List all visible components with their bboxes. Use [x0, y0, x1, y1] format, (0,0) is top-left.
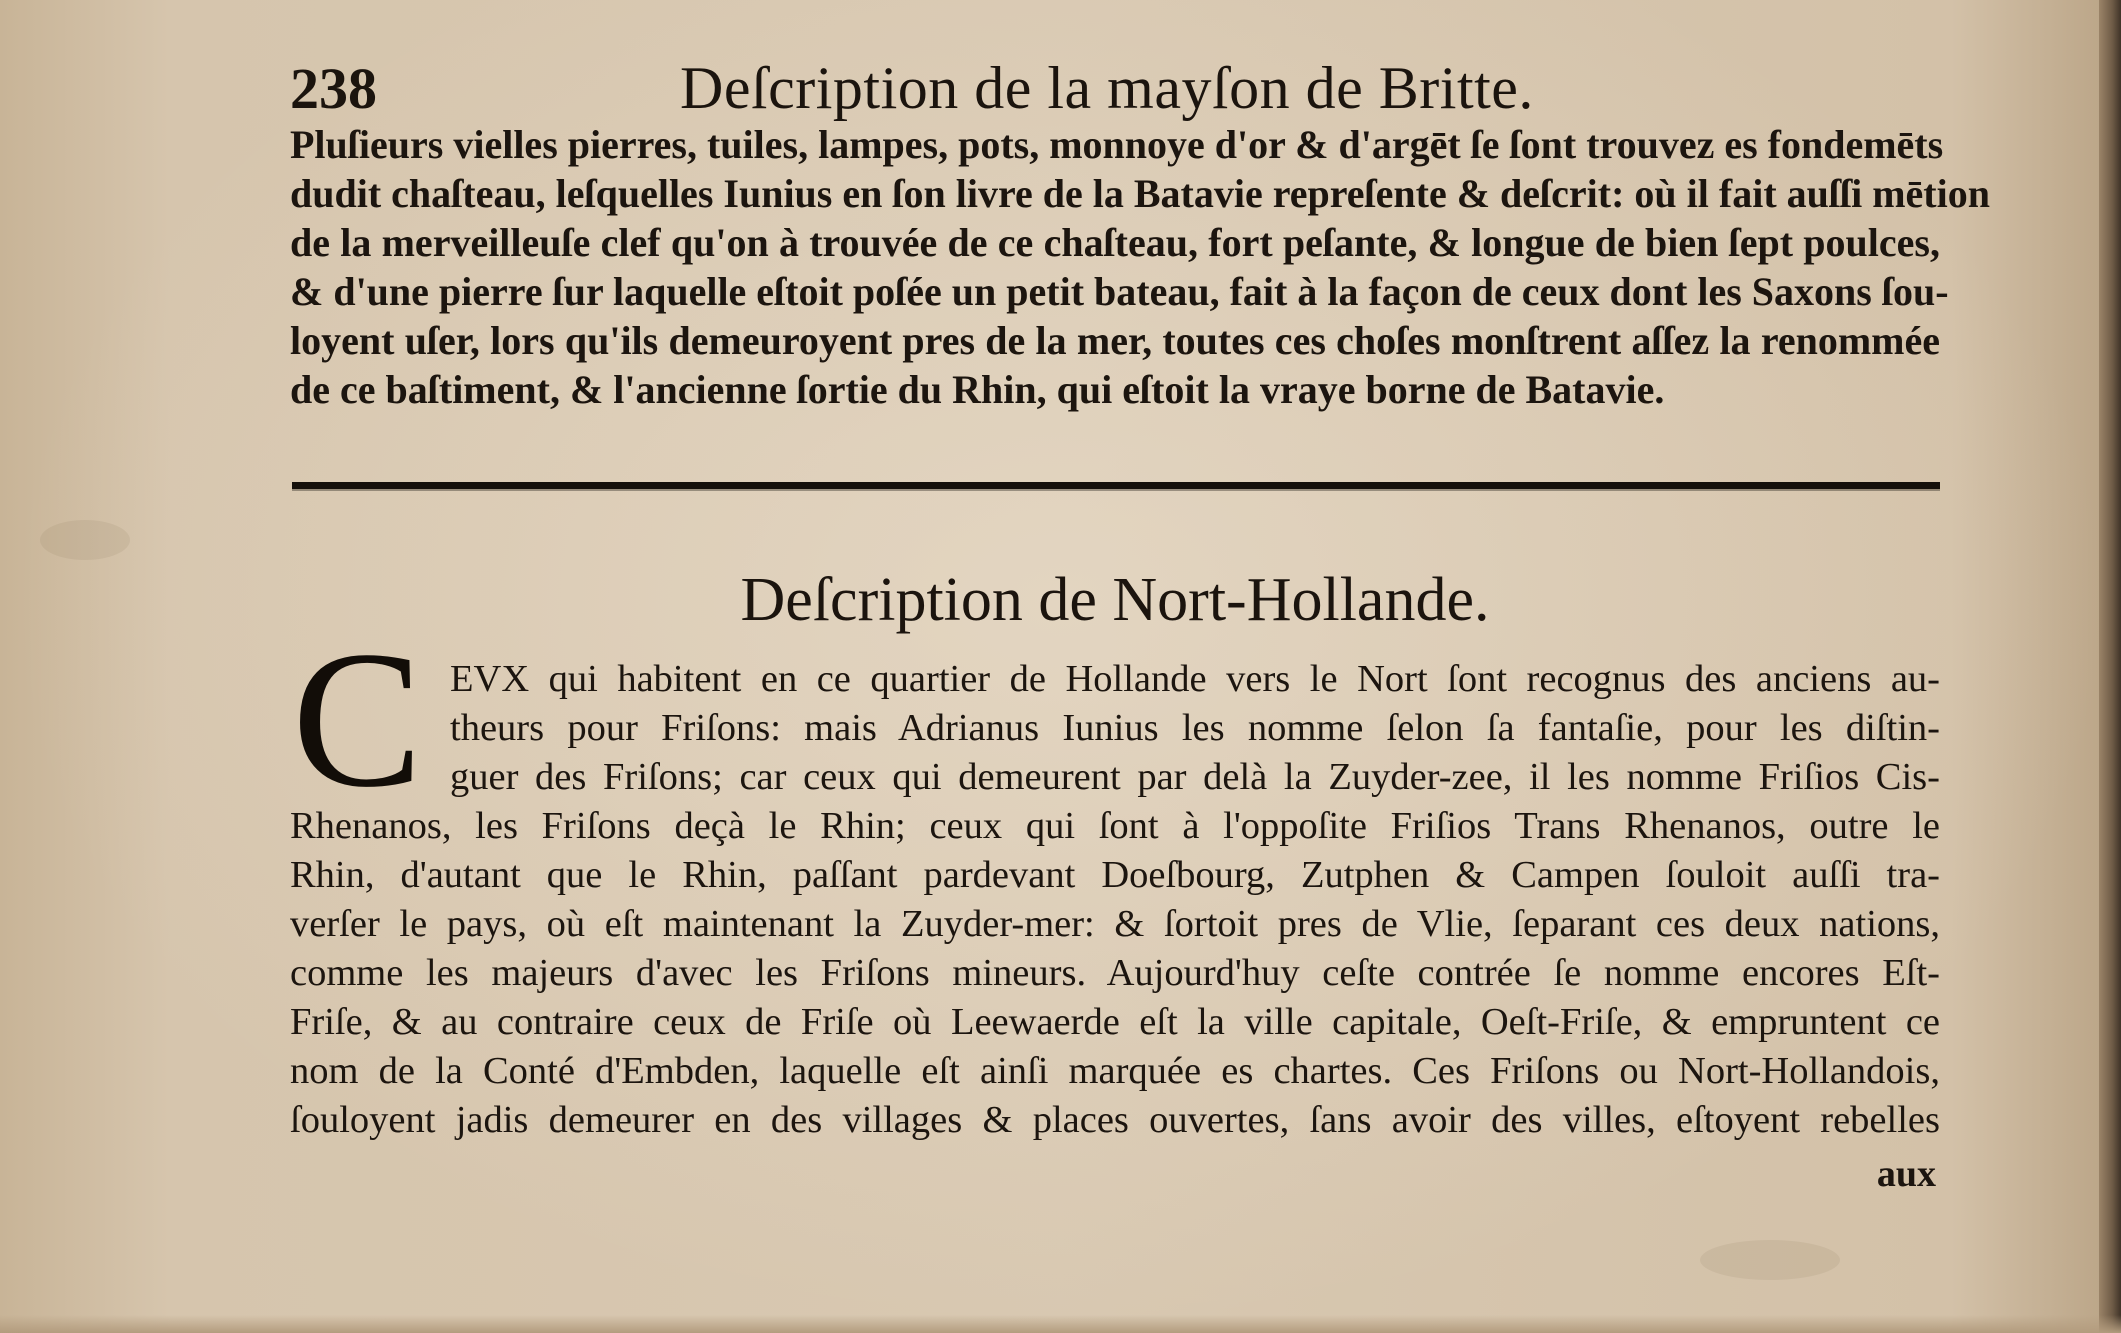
text-line: Friſe, & au contraire ceux de Friſe où Leewaerde eſt la ville capitale, Oeſt-Friſe, & empruntent ce [290, 1001, 1940, 1043]
page-number: 238 [290, 56, 377, 121]
text-line: Pluſieurs vielles pierres, tuiles, lampes, pots, monnoye d'or & d'argēt ſe ſont trouvez es fondemēts [290, 122, 1944, 167]
text-line: comme les majeurs d'avec les Friſons mineurs. Aujourd'huy ceſte contrée ſe nomme encores Eſt- [290, 952, 1940, 994]
page-edge-shadow [2099, 0, 2121, 1333]
text-line: de ce baſtiment, & l'ancienne ſortie du Rhin, qui eſtoit la vraye borne de Batavie. [290, 367, 1665, 412]
paper-stain [1700, 1240, 1840, 1280]
text-line: nom de la Conté d'Embden, laquelle eſt ainſi marquée es chartes. Ces Friſons ou Nort-Hollandois, [290, 1050, 1940, 1092]
page-header [290, 48, 1940, 128]
text-line: de la merveilleuſe clef qu'on à trouvée de ce chaſteau, fort peſante, & longue de bien ſept poulces, [290, 220, 1940, 265]
text-line: dudit chaſteau, leſquelles Iunius en ſon livre de la Batavie repreſente & deſcrit: où il fait auſſi mētion [290, 171, 1990, 216]
text-line: theurs pour Friſons: mais Adrianus Iunius les nomme ſelon ſa fantaſie, pour les diſtin- [450, 707, 1940, 749]
paper-stain [40, 520, 130, 560]
upper-paragraph [290, 120, 1990, 414]
text-line: Rhenanos, les Friſons deçà le Rhin; ceux qui ſont à l'oppoſite Friſios Trans Rhenanos, outre le [290, 805, 1940, 847]
text-line: verſer le pays, où eſt maintenant la Zuyder-mer: & ſortoit pres de Vlie, ſeparant ces deux nations, [290, 903, 1940, 945]
catchword: aux [1876, 1153, 1936, 1195]
page-bottom-edge [0, 1315, 2121, 1333]
text-line: guer des Friſons; car ceux qui demeurent par delà la Zuyder-zee, il les nomme Friſios Cis- [450, 756, 1940, 798]
text-line: Rhin, d'autant que le Rhin, paſſant pardevant Doeſbourg, Zutphen & Campen ſouloit auſſi tra- [290, 854, 1940, 896]
text-line: loyent uſer, lors qu'ils demeuroyent pres de la mer, toutes ces choſes monſtrent aſſez la renommée [290, 318, 1940, 363]
text-line: ſouloyent jadis demeurer en des villages & places ouvertes, ſans avoir des villes, eſtoyent rebelles [290, 1099, 1940, 1141]
text-line: EVX qui habitent en ce quartier de Hollande vers le Nort ſont recognus des anciens au- [450, 658, 1940, 700]
section-body [290, 655, 1940, 1145]
running-title: Deſcription de la mayſon de Britte. [680, 55, 1534, 121]
section-title: Deſcription de Nort-Hollande. [740, 566, 1490, 634]
section-divider-rule [292, 482, 1940, 489]
text-line: & d'une pierre ſur laquelle eſtoit poſée un petit bateau, fait à la façon de ceux dont les Saxons ſou- [290, 269, 1949, 314]
drop-cap: C [292, 611, 423, 828]
